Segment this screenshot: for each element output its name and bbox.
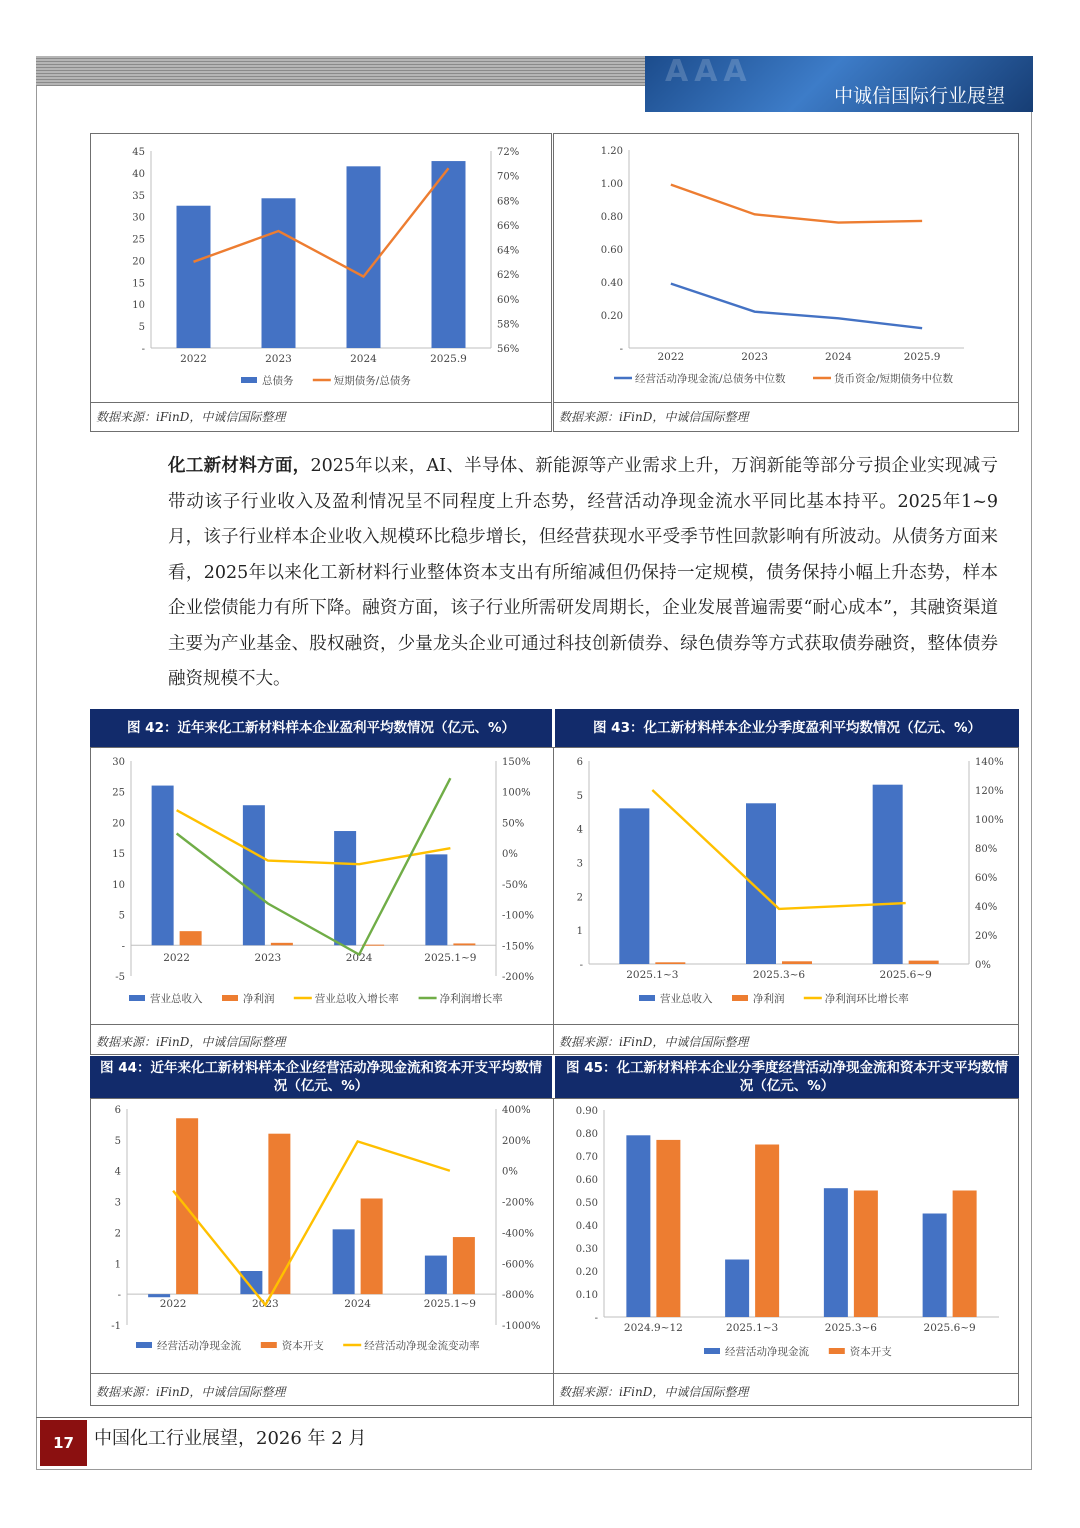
y-tick-label: 6 xyxy=(576,757,583,768)
x-tick-label: 2022 xyxy=(159,1298,187,1310)
y-tick-label: 1.00 xyxy=(600,179,623,190)
y2-tick-label: 60% xyxy=(975,873,998,884)
source-note: 数据来源：iFinD，中诚信国际整理 xyxy=(559,410,749,424)
source-note: 数据来源：iFinD，中诚信国际整理 xyxy=(559,1035,749,1049)
legend-label: 经营活动净现金流/总债务中位数 xyxy=(635,373,786,385)
legend-label: 营业总收入 xyxy=(660,993,713,1005)
y-tick-label: 0.40 xyxy=(600,278,623,289)
y2-tick-label: -100% xyxy=(502,910,534,922)
y-tick-label: 1 xyxy=(576,926,583,938)
legend-label: 经营活动净现金流 xyxy=(157,1340,241,1352)
y-tick-label: 45 xyxy=(132,147,145,158)
bar-资本开支 xyxy=(656,1140,680,1317)
footer-rule xyxy=(36,1417,1032,1418)
line-货币资金/短期债务中位数 xyxy=(671,185,922,223)
fig44-title: 图 44：近年来化工新材料样本企业经营活动净现金流和资本开支平均数情况（亿元、%） xyxy=(90,1056,552,1098)
bar-净利润 xyxy=(180,931,202,945)
y-tick-label: 25 xyxy=(112,787,125,799)
bar-总债务 xyxy=(177,206,211,348)
chart-panel-top-left xyxy=(90,133,552,432)
bar-经营活动净现金流 xyxy=(240,1271,262,1294)
y2-tick-label: -800% xyxy=(502,1290,534,1302)
y-tick-label: 0.20 xyxy=(600,311,623,322)
legend-swatch xyxy=(129,995,145,1001)
legend-swatch xyxy=(241,377,257,383)
bar-经营活动净现金流 xyxy=(425,1256,447,1295)
y2-tick-label: 50% xyxy=(502,818,525,830)
y2-tick-label: 64% xyxy=(497,245,520,257)
chart-panel-fig44 xyxy=(90,1098,554,1406)
y2-tick-label: 150% xyxy=(502,757,531,768)
y2-tick-label: 56% xyxy=(497,344,520,355)
y-tick-label: 0.60 xyxy=(600,245,623,256)
y2-tick-label: 400% xyxy=(502,1105,531,1116)
x-tick-label: 2025.3~6 xyxy=(752,969,806,981)
y2-tick-label: 60% xyxy=(497,294,520,306)
y-tick-label: 0.10 xyxy=(575,1290,598,1301)
bar-净利润 xyxy=(453,943,475,945)
y-tick-label: 5 xyxy=(138,322,145,334)
y-tick-label: -5 xyxy=(115,972,125,983)
y2-tick-label: 72% xyxy=(497,147,520,158)
bar-资本开支 xyxy=(755,1145,779,1318)
fig45-title: 图 45：化工新材料样本企业分季度经营活动净现金流和资本开支平均数情况（亿元、%） xyxy=(555,1056,1019,1098)
x-tick-label: 2025.9 xyxy=(903,351,941,363)
x-tick-label: 2025.1~3 xyxy=(726,1322,779,1334)
y-tick-label: 0.90 xyxy=(575,1106,598,1117)
legend-swatch xyxy=(222,995,238,1001)
y2-tick-label: 62% xyxy=(497,270,520,282)
source-note: 数据来源：iFinD，中诚信国际整理 xyxy=(96,1035,286,1049)
legend-label: 短期债务/总债务 xyxy=(333,375,411,387)
x-tick-label: 2024 xyxy=(350,353,377,365)
legend-swatch xyxy=(704,1348,720,1354)
legend-label: 净利润 xyxy=(753,993,785,1005)
x-tick-label: 2024.9~12 xyxy=(623,1322,683,1334)
bar-净利润 xyxy=(655,962,685,964)
y-tick-label: -1 xyxy=(111,1321,121,1332)
y2-tick-label: -1000% xyxy=(502,1321,541,1332)
y-tick-label: 3 xyxy=(114,1197,121,1209)
y-tick-label: - xyxy=(594,1313,598,1324)
legend-label: 货币资金/短期债务中位数 xyxy=(834,373,954,385)
line-经营活动净现金流变动率 xyxy=(173,1141,450,1305)
y2-tick-label: 0% xyxy=(502,1166,518,1178)
legend-label: 经营活动净现金流 xyxy=(725,1346,809,1358)
y-tick-label: 0.80 xyxy=(575,1129,598,1140)
x-tick-label: 2022 xyxy=(657,351,685,363)
line-净利润增长率 xyxy=(177,778,451,954)
bar-总债务 xyxy=(432,161,466,348)
y-tick-label: 35 xyxy=(132,190,145,202)
y-tick-label: 30 xyxy=(132,212,145,224)
legend-label: 营业总收入增长率 xyxy=(314,993,399,1005)
bar-营业总收入 xyxy=(873,785,903,964)
y-tick-label: 5 xyxy=(114,1135,121,1147)
bar-净利润 xyxy=(782,961,812,964)
x-tick-label: 2025.3~6 xyxy=(824,1322,877,1334)
y2-tick-label: 100% xyxy=(975,815,1004,826)
y-tick-label: 0.20 xyxy=(575,1267,598,1278)
source-note: 数据来源：iFinD，中诚信国际整理 xyxy=(96,410,286,424)
bar-资本开支 xyxy=(953,1191,977,1318)
y-tick-label: - xyxy=(117,1290,121,1302)
bar-营业总收入 xyxy=(619,808,649,964)
bar-经营活动净现金流 xyxy=(923,1214,947,1318)
bar-总债务 xyxy=(262,198,296,348)
y2-tick-label: 100% xyxy=(502,787,531,799)
legend-label: 总债务 xyxy=(262,375,294,387)
y-tick-label: 5 xyxy=(118,910,125,922)
y-tick-label: 6 xyxy=(114,1105,121,1116)
y-tick-label: 10 xyxy=(112,879,125,891)
y-tick-label: 5 xyxy=(576,790,583,802)
y-tick-label: 0.40 xyxy=(575,1221,598,1232)
legend-label: 净利润增长率 xyxy=(439,993,503,1005)
y-tick-label: 4 xyxy=(576,824,583,836)
paragraph-lead: 化工新材料方面， xyxy=(168,456,311,476)
bar-经营活动净现金流 xyxy=(626,1135,650,1317)
bar-资本开支 xyxy=(854,1191,878,1318)
y2-tick-label: 0% xyxy=(975,960,991,971)
y-tick-label: - xyxy=(121,941,125,953)
bar-净利润 xyxy=(271,943,293,945)
x-tick-label: 2025.6~9 xyxy=(879,969,932,981)
y-tick-label: 0.60 xyxy=(575,1175,598,1186)
x-tick-label: 2023 xyxy=(741,351,768,363)
bar-营业总收入 xyxy=(334,831,356,945)
y2-tick-label: 80% xyxy=(975,844,998,855)
chart-panel-fig45 xyxy=(553,1098,1019,1406)
y2-tick-label: 0% xyxy=(502,849,518,861)
y2-tick-label: 40% xyxy=(975,902,998,913)
x-tick-label: 2023 xyxy=(254,952,282,964)
legend-label: 净利润 xyxy=(243,993,275,1005)
y-tick-label: 15 xyxy=(132,278,145,290)
bar-净利润 xyxy=(909,961,939,964)
x-tick-label: 2023 xyxy=(252,1298,279,1310)
y2-tick-label: 140% xyxy=(975,757,1004,768)
y2-tick-label: 58% xyxy=(497,319,520,331)
bar-资本开支 xyxy=(453,1237,475,1294)
x-tick-label: 2024 xyxy=(344,1298,371,1310)
source-note: 数据来源：iFinD，中诚信国际整理 xyxy=(96,1385,286,1399)
bar-营业总收入 xyxy=(425,854,447,945)
legend-swatch xyxy=(639,995,655,1001)
header-title: 中诚信国际行业展望 xyxy=(833,85,1005,107)
line-净利润环比增长率 xyxy=(652,790,905,909)
bar-总债务 xyxy=(347,166,381,348)
x-tick-label: 2024 xyxy=(345,952,373,964)
chart-top-left xyxy=(91,134,553,404)
legend-label: 营业总收入 xyxy=(150,993,203,1005)
body-paragraph xyxy=(168,449,998,698)
x-tick-label: 2024 xyxy=(825,351,852,363)
chart-top-right xyxy=(554,134,1020,404)
x-tick-label: 2022 xyxy=(163,952,190,964)
legend-swatch xyxy=(829,1348,845,1354)
y-tick-label: 4 xyxy=(114,1166,121,1178)
legend-label: 净利润环比增长率 xyxy=(824,993,909,1005)
y2-tick-label: -400% xyxy=(502,1228,534,1240)
chart-fig43 xyxy=(554,748,1020,1024)
y-tick-label: 2 xyxy=(576,892,583,904)
y2-tick-label: -600% xyxy=(502,1259,534,1271)
chart-fig45 xyxy=(554,1099,1020,1374)
y-tick-label: 40 xyxy=(132,168,145,180)
line-短期债务/总债务 xyxy=(194,168,449,276)
y-tick-label: - xyxy=(619,344,623,355)
y-tick-label: - xyxy=(579,960,583,971)
y2-tick-label: -150% xyxy=(502,941,534,953)
y-tick-label: 20 xyxy=(112,818,125,830)
y-tick-label: 1 xyxy=(114,1259,121,1271)
legend-swatch xyxy=(732,995,748,1001)
y-tick-label: - xyxy=(141,344,145,355)
bar-经营活动净现金流 xyxy=(725,1260,749,1318)
y2-tick-label: 68% xyxy=(497,196,520,208)
chart-fig44 xyxy=(91,1099,555,1374)
y2-tick-label: -50% xyxy=(502,879,528,891)
x-tick-label: 2023 xyxy=(265,353,292,365)
page-number: 17 xyxy=(40,1420,87,1466)
legend-label: 资本开支 xyxy=(281,1340,324,1352)
y-tick-label: 0.80 xyxy=(600,212,623,223)
y2-tick-label: 120% xyxy=(975,786,1004,797)
fig42-title: 图 42：近年来化工新材料样本企业盈利平均数情况（亿元、%） xyxy=(90,709,552,747)
x-tick-label: 2025.1~9 xyxy=(424,952,477,964)
x-tick-label: 2025.1~9 xyxy=(423,1298,476,1310)
legend-swatch xyxy=(261,1342,277,1348)
y-tick-label: 10 xyxy=(132,300,145,312)
y2-tick-label: 70% xyxy=(497,171,520,183)
bar-经营活动净现金流 xyxy=(333,1229,355,1294)
y-tick-label: 30 xyxy=(112,757,125,768)
x-tick-label: 2022 xyxy=(180,353,207,365)
y2-tick-label: 20% xyxy=(975,931,998,942)
legend-swatch xyxy=(136,1342,152,1348)
bar-经营活动净现金流 xyxy=(824,1188,848,1317)
bar-资本开支 xyxy=(268,1134,290,1294)
banner-decoration: AAA xyxy=(665,56,753,89)
paragraph-body: 2025年以来，AI、半导体、新能源等产业需求上升，万润新能等部分亏损企业实现减亏带动该子行业收入及盈利情况呈不同程度上升态势，经营活动净现金流水平同比基本持平。2025年1~9月，该子行业样本企业收入规模环比稳步增长，但经营获现水平受季节性回款影响有所波动。从债务方面来看，2025年以来化工新材料行业整体资本支出有所缩减但仍保持一定规模，债务保持小幅上升态势，样本企业偿债能力有所下降。融资方面，该子行业所需研发周期长，企业发展普遍需要“耐心成本”，其融资渠道主要为产业基金、股权融资，少量龙头企业可通过科技创新债券、绿色债券等方式获取债券融资，整体债券融资规模不大。 xyxy=(168,456,998,689)
y-tick-label: 1.20 xyxy=(600,146,623,157)
y-tick-label: 3 xyxy=(576,858,583,870)
legend-label: 经营活动净现金流变动率 xyxy=(364,1340,480,1352)
fig43-title: 图 43：化工新材料样本企业分季度盈利平均数情况（亿元、%） xyxy=(555,709,1019,747)
y-tick-label: 15 xyxy=(112,849,125,861)
line-经营活动净现金流/总债务中位数 xyxy=(671,284,922,329)
bar-资本开支 xyxy=(361,1198,383,1294)
y2-tick-label: 66% xyxy=(497,220,520,232)
bar-营业总收入 xyxy=(243,805,265,945)
y-tick-label: 0.30 xyxy=(575,1244,598,1255)
source-note: 数据来源：iFinD，中诚信国际整理 xyxy=(559,1385,749,1399)
x-tick-label: 2025.6~9 xyxy=(923,1322,976,1334)
y2-tick-label: -200% xyxy=(502,1197,534,1209)
footer-text: 中国化工行业展望，2026 年 2 月 xyxy=(94,1428,367,1449)
chart-fig42 xyxy=(91,748,555,1024)
y2-tick-label: 200% xyxy=(502,1135,531,1147)
y-tick-label: 0.70 xyxy=(575,1152,598,1163)
legend-label: 资本开支 xyxy=(849,1346,892,1358)
chart-panel-fig43 xyxy=(553,747,1019,1055)
chart-panel-fig42 xyxy=(90,747,554,1055)
x-tick-label: 2025.1~3 xyxy=(626,969,679,981)
y-tick-label: 25 xyxy=(132,234,145,246)
y2-tick-label: -200% xyxy=(502,972,534,983)
y-tick-label: 2 xyxy=(114,1228,121,1240)
y-tick-label: 20 xyxy=(132,256,145,268)
y-tick-label: 0.50 xyxy=(575,1198,598,1209)
bar-经营活动净现金流 xyxy=(148,1294,170,1297)
chart-panel-top-right xyxy=(553,133,1019,432)
bar-营业总收入 xyxy=(152,786,174,946)
x-tick-label: 2025.9 xyxy=(430,353,467,365)
header-banner xyxy=(645,56,1033,112)
